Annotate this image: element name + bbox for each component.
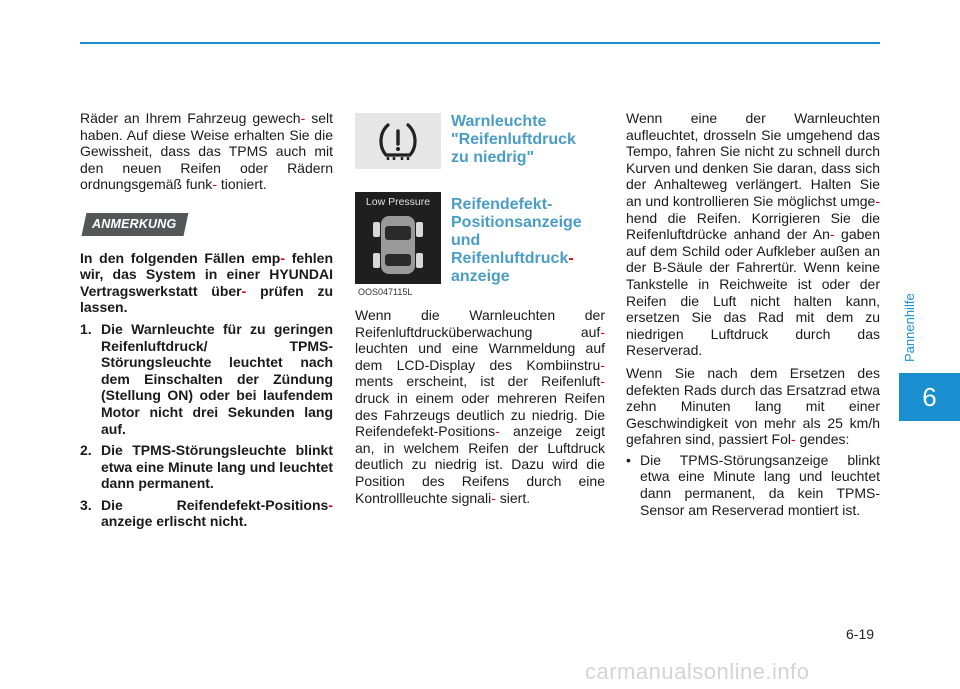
step-text: Die TPMS-Störungsleuchte blinkt etwa eine Minute lang und leuchtet dann permanent. — [101, 442, 333, 492]
left-column — [80, 110, 333, 535]
heading-line: Reifenluftdruck- — [451, 250, 574, 267]
watermark: carmanualsonline.info — [585, 659, 810, 684]
steps-list — [80, 321, 333, 530]
middle-column-body — [355, 307, 605, 506]
heading-line: Warnleuchte — [451, 113, 547, 130]
step-item — [80, 442, 333, 492]
heading-line: Positionsanzeige — [451, 214, 582, 231]
note-lead: In den folgenden Fällen emp- fehlen wir, das System in einer HYUNDAI Vertragswerkstatt über- prüfen zu lassen. — [80, 249, 334, 316]
step-item — [80, 321, 333, 437]
step-text: Die Reifendefekt-Positions- anzeige erlischt nicht. — [101, 496, 333, 530]
section-side-label — [898, 270, 918, 390]
right-paragraph-2: Wenn Sie nach dem Ersetzen des defekten Rads durch das Ersatzrad etwa zehn Minuten lang mit einer Geschwindigkeit von mehr als 25 km/h gefahren sind, passiert Fol- gendes: — [626, 364, 880, 448]
step-number: 3. — [80, 496, 92, 513]
heading-line: anzeige — [451, 268, 510, 285]
heading-line: zu niedrig" — [451, 149, 535, 166]
header-rule — [80, 42, 880, 44]
page-number: 6-19 — [846, 626, 875, 642]
section-name: Pannenhilfe — [902, 293, 917, 362]
right-column — [626, 110, 880, 518]
step-text: Die Warnleuchte für zu geringen Reifenluftdruck/ TPMS-Störungsleuchte leuchtet nach dem Einschalten der Zündung (Stellung ON) oder bei laufendem Motor nicht drei Sekunden lang auf. — [101, 320, 333, 437]
bullet-list — [626, 452, 880, 518]
right-paragraph-1: Wenn eine der Warnleuchten aufleuchtet, drosseln Sie umgehend das Tempo, fahren Sie nicht zu schnell durch Kurven und denken Sie daran, dass sich der Anhalteweg verlängert. Halten Sie an und kontrollieren Sie möglichst umge- hend die Reifen. Korrigieren Sie die Reifenluftdrücke anhand der An- gaben auf dem Schild oder Aufkleber außen an der B-Säule der Fahrertür. Wenn keine Tankstelle in Reichweite ist oder der Reifen die Luft nicht halten kann, ersetzen Sie das Rad mit dem zu niedrigen Luftdruck durch das Reserverad. — [626, 110, 880, 359]
step-number: 1. — [80, 320, 92, 337]
heading-warning-light — [451, 113, 576, 167]
note-label: ANMERKUNG — [92, 216, 177, 231]
step-number: 2. — [80, 442, 92, 459]
middle-paragraph: Wenn die Warnleuchten der Reifenluftdrucküberwachung auf- leuchten und eine Warnmeldung auf dem LCD-Display des Kombiinstru- ments erscheint, ist der Reifenluft- druck in einem oder mehreren Reifen des Fahrzeugs deutlich zu niedrig. Die Reifendefekt-Positions- anzeige zeigt an, in welchem Reifen der Luftdruck deutlich zu niedrig ist. Dazu wird die Position des Reifens durch eine Kontrollleuchte signali- siert. — [355, 307, 605, 506]
heading-position-indicator — [451, 196, 582, 286]
tire-pressure-warning-icon — [355, 113, 441, 169]
chapter-tab: 6 — [899, 373, 960, 421]
step-item — [80, 497, 333, 530]
low-pressure-label: Low Pressure — [365, 196, 431, 208]
heading-line: "Reifenluftdruck — [451, 131, 576, 148]
intro-paragraph: Räder an Ihrem Fahrzeug gewech- selt haben. Auf diese Weise erhalten Sie die Gewissheit, dass das TPMS auch mit den neuen Reifen oder Rädern ordnungsgemäß funk- tioniert. — [80, 110, 333, 193]
note-badge — [82, 213, 189, 236]
bullet-item: • Die TPMS-Störungsanzeige blinkt etwa eine Minute lang und leuchtet dann permanent, da kein TPMS-Sensor am Reserverad montiert ist. — [626, 452, 880, 518]
heading-line: und — [451, 232, 481, 249]
heading-line: Reifendefekt- — [451, 196, 553, 213]
image-caption: OOS047115L — [358, 287, 413, 297]
low-pressure-display-image — [355, 192, 441, 284]
